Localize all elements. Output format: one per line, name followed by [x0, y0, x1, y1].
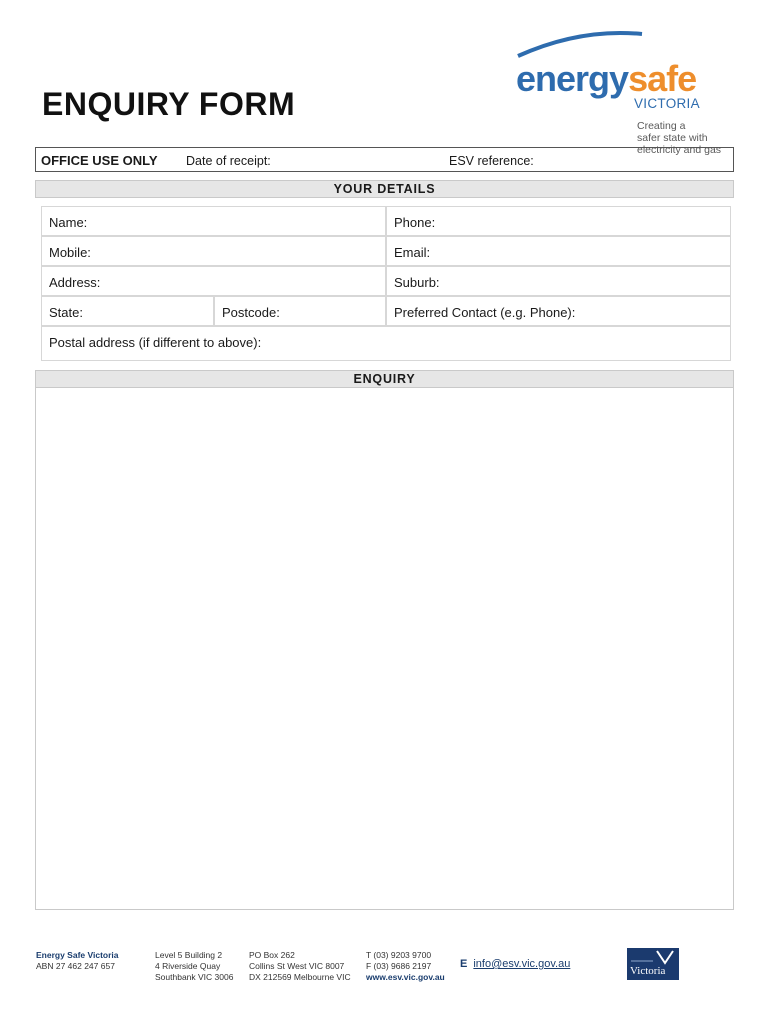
victoria-logo-text: Victoria: [630, 965, 666, 977]
tagline-line-2: safer state with: [637, 132, 708, 144]
footer-email: [460, 959, 570, 970]
tagline-line-3: electricity and gas: [637, 144, 722, 156]
postcode-field[interactable]: Postcode:: [214, 296, 386, 326]
footer-po-line-3: DX 212569 Melbourne VIC: [249, 972, 351, 982]
footer-telephone: T (03) 9203 9700: [366, 950, 432, 960]
office-use-label: OFFICE USE ONLY: [41, 153, 158, 168]
footer-fax: F (03) 9686 2197: [366, 961, 432, 971]
logo-safe-text: safe: [628, 58, 697, 99]
footer-contact: [366, 950, 445, 983]
enquiry-textarea[interactable]: [35, 387, 734, 910]
footer-po-line-1: PO Box 262: [249, 950, 295, 960]
mobile-field[interactable]: Mobile:: [41, 236, 386, 266]
email-field[interactable]: Email:: [386, 236, 731, 266]
esv-reference-field[interactable]: ESV reference:: [449, 154, 534, 168]
preferred-contact-field[interactable]: Preferred Contact (e.g. Phone):: [386, 296, 731, 326]
footer-email-link[interactable]: info@esv.vic.gov.au: [473, 958, 571, 970]
footer-org-name: Energy Safe Victoria: [36, 950, 119, 960]
enquiry-heading: ENQUIRY: [35, 370, 734, 388]
name-field[interactable]: Name:: [41, 206, 386, 236]
office-use-row: [35, 147, 734, 172]
footer-email-label: E: [460, 958, 468, 970]
logo-energy-text: energy: [516, 58, 629, 99]
energysafe-logo: [510, 26, 722, 156]
page-title: ENQUIRY FORM: [42, 86, 296, 122]
logo-wordmark: [516, 58, 696, 100]
state-field[interactable]: State:: [41, 296, 214, 326]
victoria-government-logo: [627, 948, 679, 980]
date-of-receipt-field[interactable]: Date of receipt:: [186, 154, 271, 168]
footer-addr-line-3: Southbank VIC 3006: [155, 972, 234, 982]
footer-postal-address: [249, 950, 351, 983]
footer-org-column: [36, 950, 119, 972]
suburb-field[interactable]: Suburb:: [386, 266, 731, 296]
footer-street-address: [155, 950, 233, 983]
footer-website-link[interactable]: www.esv.vic.gov.au: [366, 972, 445, 982]
your-details-grid: [41, 206, 731, 361]
postal-address-field[interactable]: Postal address (if different to above):: [41, 326, 731, 361]
address-field[interactable]: Address:: [41, 266, 386, 296]
footer-addr-line-2: 4 Riverside Quay: [155, 961, 221, 971]
victoria-logo-mark-icon: [627, 948, 679, 966]
tagline-line-1: Creating a: [637, 120, 686, 132]
phone-field[interactable]: Phone:: [386, 206, 731, 236]
your-details-heading: YOUR DETAILS: [35, 180, 734, 198]
logo-victoria-text: VICTORIA: [634, 96, 700, 111]
footer-addr-line-1: Level 5 Building 2: [155, 950, 223, 960]
footer-po-line-2: Collins St West VIC 8007: [249, 961, 345, 971]
footer-abn: ABN 27 462 247 657: [36, 961, 115, 971]
